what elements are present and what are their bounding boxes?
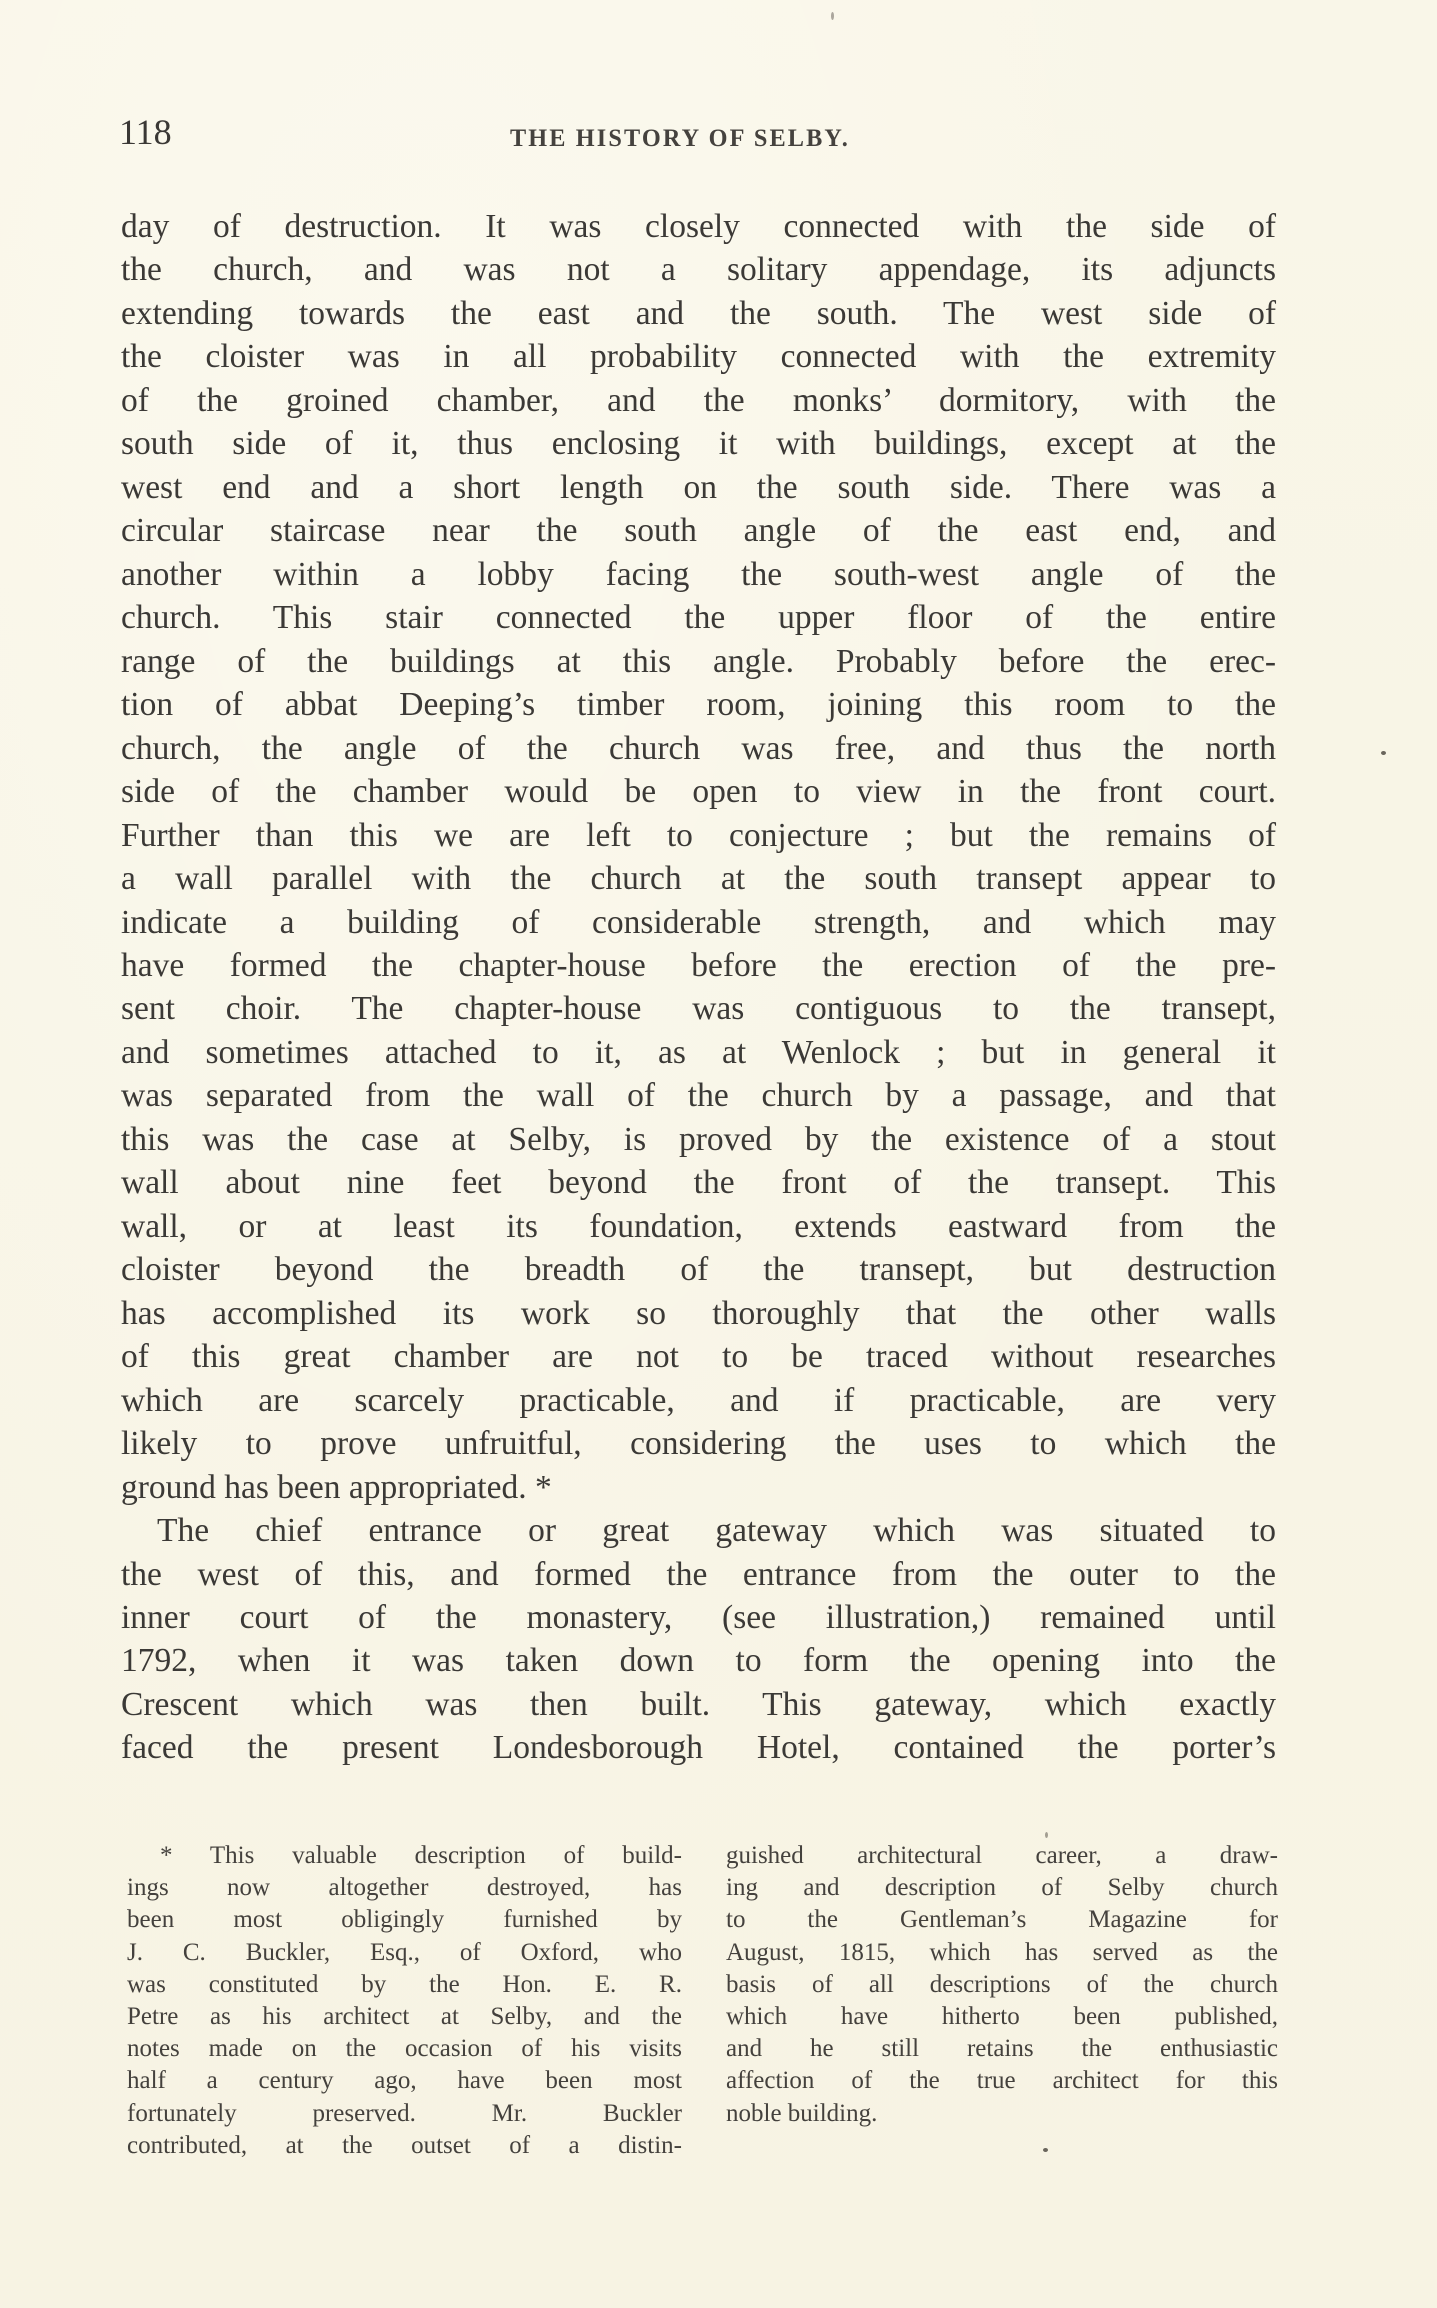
- body-line: the church, and was not a solitary appendage, its adjuncts: [121, 251, 1276, 289]
- body-line: church. This stair connected the upper floor of the entire: [121, 599, 1276, 637]
- body-line: south side of it, thus enclosing it with buildings, except at the: [121, 425, 1276, 463]
- footnote-line: contributed, at the outset of a distin-: [127, 2131, 682, 2159]
- body-line: cloister beyond the breadth of the transept, but destruction: [121, 1251, 1276, 1289]
- body-line: a wall parallel with the church at the south transept appear to: [121, 860, 1276, 898]
- footnote-line: notes made on the occasion of his visits: [127, 2035, 682, 2063]
- paragraph-start-line: The chief entrance or great gateway which was situated to: [157, 1512, 1276, 1550]
- footnote-line: ing and description of Selby church: [726, 1874, 1278, 1902]
- body-line: 1792, when it was taken down to form the opening into the: [121, 1642, 1276, 1680]
- body-line: another within a lobby facing the south-west angle of the: [121, 555, 1276, 593]
- body-line: which are scarcely practicable, and if practicable, are very: [121, 1381, 1276, 1419]
- body-line: and sometimes attached to it, as at Wenlock ; but in general it: [121, 1033, 1276, 1071]
- body-line: of this great chamber are not to be traced without researches: [121, 1338, 1276, 1376]
- body-line: extending towards the east and the south. The west side of: [121, 294, 1276, 332]
- footnote-last-line: noble building.: [726, 2099, 878, 2127]
- body-line: circular staircase near the south angle of the east end, and: [121, 512, 1276, 550]
- footnote-line: * This valuable description of build-: [160, 1842, 682, 1869]
- body-line: indicate a building of considerable strength, and which may: [121, 903, 1276, 941]
- body-line: has accomplished its work so thoroughly that the other walls: [121, 1294, 1276, 1332]
- body-line: church, the angle of the church was free, and thus the north: [121, 729, 1276, 767]
- body-line: day of destruction. It was closely connected with the side of: [121, 208, 1276, 245]
- paper-speck: [831, 12, 834, 20]
- body-line: wall about nine feet beyond the front of the transept. This: [121, 1164, 1276, 1202]
- footnote-line: August, 1815, which has served as the: [726, 1938, 1278, 1966]
- body-line: the cloister was in all probability connected with the extremity: [121, 338, 1276, 376]
- running-head: THE HISTORY OF SELBY.: [510, 125, 851, 152]
- footnote-line: guished architectural career, a draw-: [726, 1842, 1278, 1869]
- footnote-line: affection of the true architect for this: [726, 2067, 1278, 2095]
- body-line: Further than this we are left to conjecture ; but the remains of: [121, 816, 1276, 854]
- footnote-line: J. C. Buckler, Esq., of Oxford, who: [127, 1938, 682, 1966]
- paper-speck: [1381, 751, 1386, 755]
- body-line: inner court of the monastery, (see illustration,) remained until: [121, 1599, 1276, 1636]
- footnote-line: and he still retains the enthusiastic: [726, 2035, 1278, 2063]
- footnote-column-right: [726, 1840, 1278, 2130]
- footnote-line: Petre as his architect at Selby, and the: [127, 2002, 682, 2030]
- body-line: west end and a short length on the south side. There was a: [121, 468, 1276, 506]
- body-line: range of the buildings at this angle. Probably before the erec-: [121, 642, 1276, 680]
- body-line: side of the chamber would be open to view in the front court.: [121, 773, 1276, 811]
- paragraph-end-line-with-footnote-ref: ground has been appropriated. *: [121, 1468, 552, 1506]
- body-line: was separated from the wall of the church by a passage, and that: [121, 1077, 1276, 1115]
- footnote-line: was constituted by the Hon. E. R.: [127, 1970, 682, 1998]
- footnote-line: been most obligingly furnished by: [127, 1906, 682, 1934]
- body-line: this was the case at Selby, is proved by the existence of a stout: [121, 1120, 1276, 1158]
- footnote-line: half a century ago, have been most: [127, 2067, 682, 2095]
- body-line: likely to prove unfruitful, considering the uses to which the: [121, 1425, 1276, 1463]
- footnote-line: to the Gentleman’s Magazine for: [726, 1906, 1278, 1934]
- footnote-line: which have hitherto been published,: [726, 2002, 1278, 2030]
- body-line: tion of abbat Deeping’s timber room, joining this room to the: [121, 686, 1276, 724]
- footnote-line: fortunately preserved. Mr. Buckler: [127, 2099, 682, 2127]
- footnote-line: ings now altogether destroyed, has: [127, 1874, 682, 1902]
- footnote-column-left: [127, 1840, 682, 2162]
- paper-speck: [1045, 1832, 1048, 1838]
- page-number: 118: [119, 112, 172, 152]
- body-line: Crescent which was then built. This gateway, which exactly: [121, 1685, 1276, 1723]
- body-line: sent choir. The chapter-house was contiguous to the transept,: [121, 990, 1276, 1028]
- body-line: wall, or at least its foundation, extends eastward from the: [121, 1207, 1276, 1245]
- main-body-text: [121, 205, 1276, 1770]
- footnote-line: basis of all descriptions of the church: [726, 1970, 1278, 1998]
- body-line: faced the present Londesborough Hotel, contained the porter’s: [121, 1729, 1276, 1767]
- body-line: have formed the chapter-house before the erection of the pre-: [121, 946, 1276, 984]
- paper-speck: [1043, 2148, 1048, 2152]
- body-line: the west of this, and formed the entrance from the outer to the: [121, 1555, 1276, 1593]
- body-line: of the groined chamber, and the monks’ dormitory, with the: [121, 381, 1276, 419]
